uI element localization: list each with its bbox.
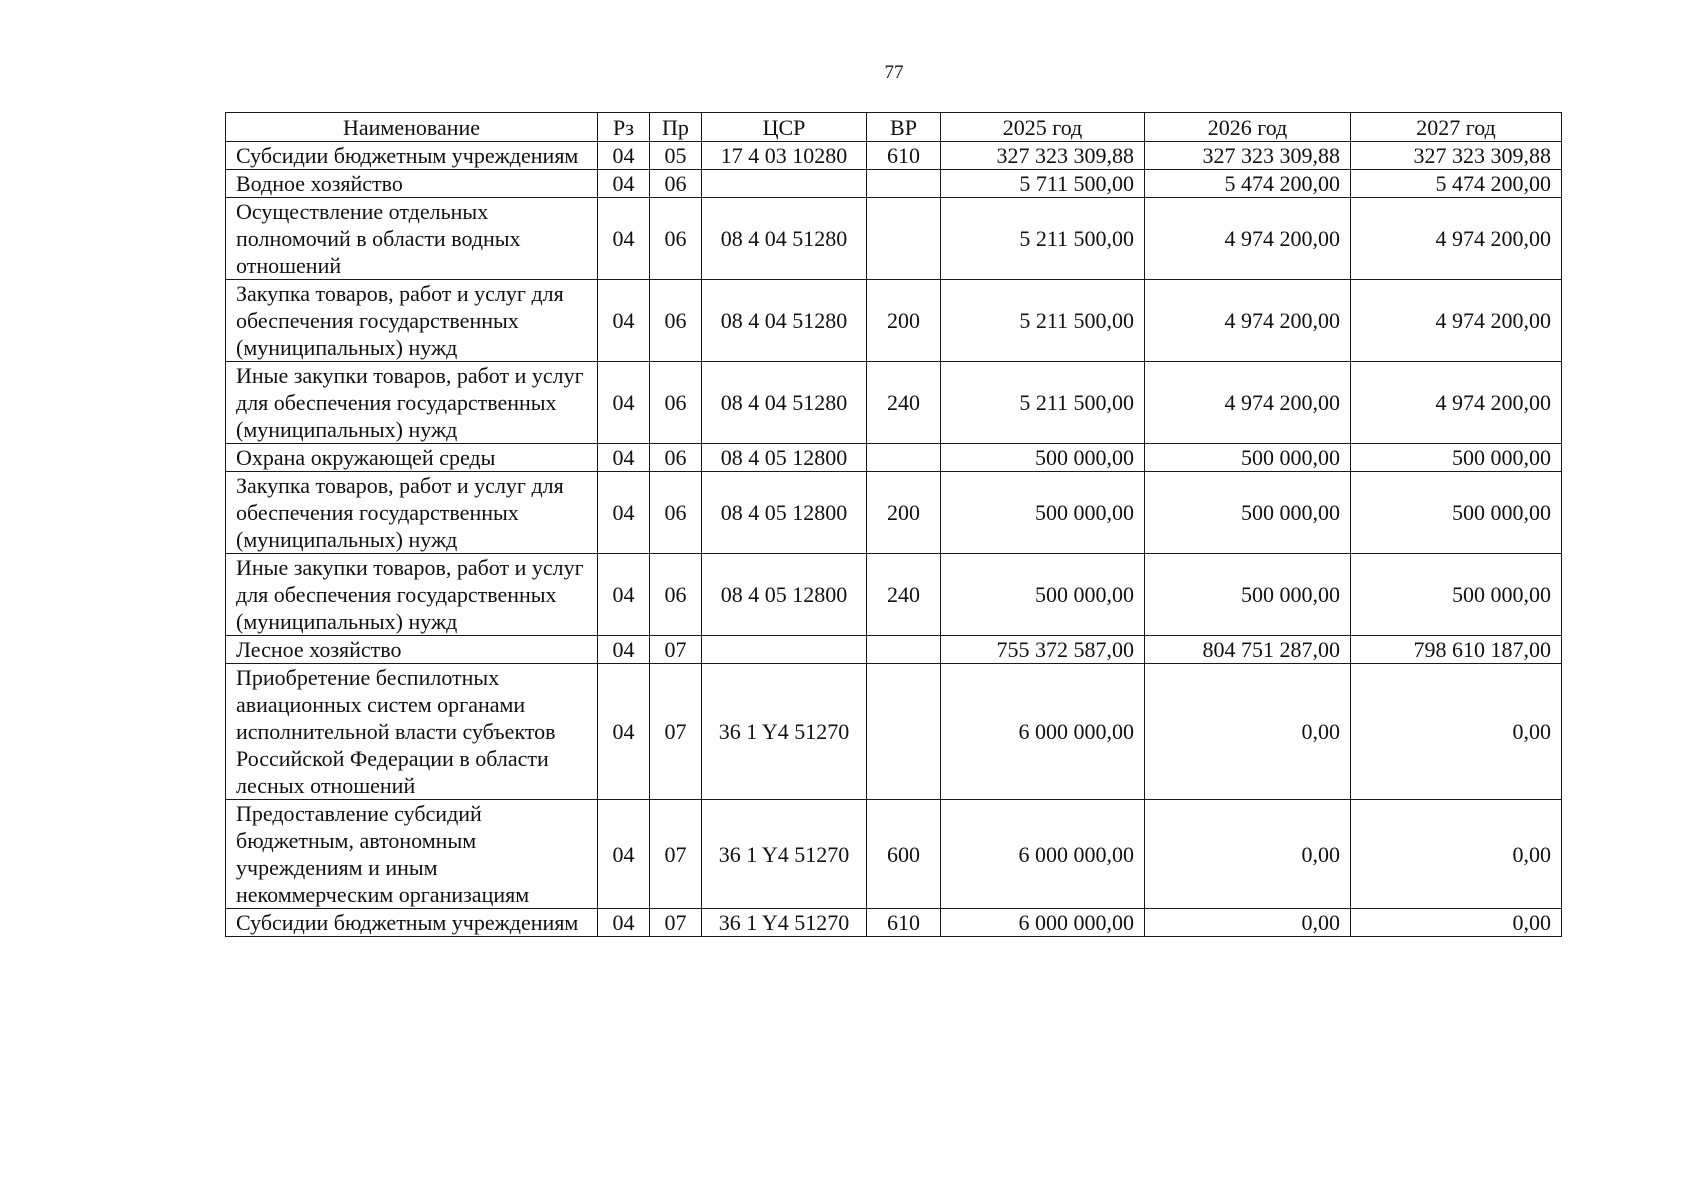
row-vr-cell: 610 (867, 909, 941, 937)
row-rz-cell: 04 (598, 664, 650, 800)
row-2025-cell: 6 000 000,00 (941, 664, 1145, 800)
row-csr-cell: 08 4 05 12800 (702, 444, 867, 472)
row-2025-cell: 6 000 000,00 (941, 800, 1145, 909)
row-2027-cell: 500 000,00 (1351, 472, 1562, 554)
row-vr-cell (867, 636, 941, 664)
row-csr-cell: 08 4 04 51280 (702, 280, 867, 362)
row-2027-cell: 0,00 (1351, 664, 1562, 800)
row-vr-cell: 200 (867, 472, 941, 554)
table-header-row (226, 113, 1562, 142)
header-csr: ЦСР (702, 113, 867, 142)
row-rz-cell: 04 (598, 472, 650, 554)
row-2026-cell: 4 974 200,00 (1145, 280, 1351, 362)
row-csr-cell: 36 1 Y4 51270 (702, 664, 867, 800)
header-2025: 2025 год (941, 113, 1145, 142)
row-csr-cell (702, 636, 867, 664)
row-csr-cell: 08 4 04 51280 (702, 362, 867, 444)
row-pr-cell: 06 (650, 472, 702, 554)
row-2025-cell: 5 211 500,00 (941, 198, 1145, 280)
row-2026-cell: 804 751 287,00 (1145, 636, 1351, 664)
row-2026-cell: 500 000,00 (1145, 444, 1351, 472)
row-2026-cell: 0,00 (1145, 664, 1351, 800)
row-2025-cell: 327 323 309,88 (941, 142, 1145, 170)
budget-table (225, 112, 1562, 937)
row-name-cell: Осуществление отдельных полномочий в области водных отношений (226, 198, 598, 280)
row-name-cell: Лесное хозяйство (226, 636, 598, 664)
header-rz: Рз (598, 113, 650, 142)
row-2025-cell: 500 000,00 (941, 554, 1145, 636)
row-2027-cell: 4 974 200,00 (1351, 198, 1562, 280)
row-vr-cell: 610 (867, 142, 941, 170)
row-name-cell: Субсидии бюджетным учреждениям (226, 142, 598, 170)
table-row (226, 472, 1562, 554)
row-pr-cell: 07 (650, 909, 702, 937)
row-2026-cell: 4 974 200,00 (1145, 198, 1351, 280)
row-vr-cell: 240 (867, 362, 941, 444)
header-2027: 2027 год (1351, 113, 1562, 142)
row-name-cell: Иные закупки товаров, работ и услуг для обеспечения государственных (муниципальных) нужд (226, 362, 598, 444)
row-rz-cell: 04 (598, 800, 650, 909)
row-csr-cell: 36 1 Y4 51270 (702, 909, 867, 937)
row-name-cell: Субсидии бюджетным учреждениям (226, 909, 598, 937)
row-csr-cell: 17 4 03 10280 (702, 142, 867, 170)
row-name-cell: Приобретение беспилотных авиационных систем органами исполнительной власти субъектов Российской Федерации в области лесных отношений (226, 664, 598, 800)
row-2025-cell: 500 000,00 (941, 472, 1145, 554)
row-2025-cell: 6 000 000,00 (941, 909, 1145, 937)
row-vr-cell: 600 (867, 800, 941, 909)
row-csr-cell: 08 4 05 12800 (702, 472, 867, 554)
row-2027-cell: 4 974 200,00 (1351, 362, 1562, 444)
row-pr-cell: 07 (650, 800, 702, 909)
table-row (226, 444, 1562, 472)
row-vr-cell (867, 664, 941, 800)
row-pr-cell: 07 (650, 664, 702, 800)
row-name-cell: Иные закупки товаров, работ и услуг для обеспечения государственных (муниципальных) нужд (226, 554, 598, 636)
header-pr: Пр (650, 113, 702, 142)
row-2025-cell: 755 372 587,00 (941, 636, 1145, 664)
row-name-cell: Закупка товаров, работ и услуг для обеспечения государственных (муниципальных) нужд (226, 280, 598, 362)
row-name-cell: Охрана окружающей среды (226, 444, 598, 472)
header-2026: 2026 год (1145, 113, 1351, 142)
row-vr-cell: 240 (867, 554, 941, 636)
row-pr-cell: 06 (650, 444, 702, 472)
row-rz-cell: 04 (598, 554, 650, 636)
table-row (226, 636, 1562, 664)
row-name-cell: Водное хозяйство (226, 170, 598, 198)
row-2026-cell: 0,00 (1145, 909, 1351, 937)
row-2027-cell: 0,00 (1351, 800, 1562, 909)
row-rz-cell: 04 (598, 198, 650, 280)
row-2025-cell: 5 211 500,00 (941, 362, 1145, 444)
row-vr-cell (867, 170, 941, 198)
row-csr-cell: 08 4 04 51280 (702, 198, 867, 280)
row-vr-cell (867, 444, 941, 472)
row-rz-cell: 04 (598, 444, 650, 472)
table-row (226, 280, 1562, 362)
row-vr-cell: 200 (867, 280, 941, 362)
row-rz-cell: 04 (598, 142, 650, 170)
table-row (226, 909, 1562, 937)
row-rz-cell: 04 (598, 909, 650, 937)
row-2025-cell: 500 000,00 (941, 444, 1145, 472)
row-2027-cell: 0,00 (1351, 909, 1562, 937)
row-rz-cell: 04 (598, 170, 650, 198)
row-2027-cell: 327 323 309,88 (1351, 142, 1562, 170)
row-2026-cell: 4 974 200,00 (1145, 362, 1351, 444)
header-name: Наименование (226, 113, 598, 142)
row-2026-cell: 500 000,00 (1145, 554, 1351, 636)
row-2027-cell: 500 000,00 (1351, 444, 1562, 472)
row-csr-cell (702, 170, 867, 198)
row-vr-cell (867, 198, 941, 280)
row-pr-cell: 06 (650, 554, 702, 636)
row-2027-cell: 798 610 187,00 (1351, 636, 1562, 664)
row-2026-cell: 0,00 (1145, 800, 1351, 909)
row-pr-cell: 05 (650, 142, 702, 170)
row-2026-cell: 5 474 200,00 (1145, 170, 1351, 198)
row-2027-cell: 4 974 200,00 (1351, 280, 1562, 362)
row-2027-cell: 5 474 200,00 (1351, 170, 1562, 198)
row-name-cell: Предоставление субсидий бюджетным, автономным учреждениям и иным некоммерческим организациям (226, 800, 598, 909)
table-row (226, 800, 1562, 909)
header-vr: ВР (867, 113, 941, 142)
row-2026-cell: 500 000,00 (1145, 472, 1351, 554)
row-rz-cell: 04 (598, 362, 650, 444)
row-pr-cell: 07 (650, 636, 702, 664)
table-row (226, 554, 1562, 636)
table-row (226, 362, 1562, 444)
row-csr-cell: 36 1 Y4 51270 (702, 800, 867, 909)
table-row (226, 142, 1562, 170)
row-csr-cell: 08 4 05 12800 (702, 554, 867, 636)
row-2026-cell: 327 323 309,88 (1145, 142, 1351, 170)
table-row (226, 170, 1562, 198)
row-name-cell: Закупка товаров, работ и услуг для обеспечения государственных (муниципальных) нужд (226, 472, 598, 554)
table-row (226, 198, 1562, 280)
row-2025-cell: 5 211 500,00 (941, 280, 1145, 362)
row-rz-cell: 04 (598, 280, 650, 362)
row-pr-cell: 06 (650, 198, 702, 280)
row-2027-cell: 500 000,00 (1351, 554, 1562, 636)
row-rz-cell: 04 (598, 636, 650, 664)
row-pr-cell: 06 (650, 280, 702, 362)
row-pr-cell: 06 (650, 170, 702, 198)
page-number: 77 (884, 62, 904, 83)
row-pr-cell: 06 (650, 362, 702, 444)
row-2025-cell: 5 711 500,00 (941, 170, 1145, 198)
table-row (226, 664, 1562, 800)
